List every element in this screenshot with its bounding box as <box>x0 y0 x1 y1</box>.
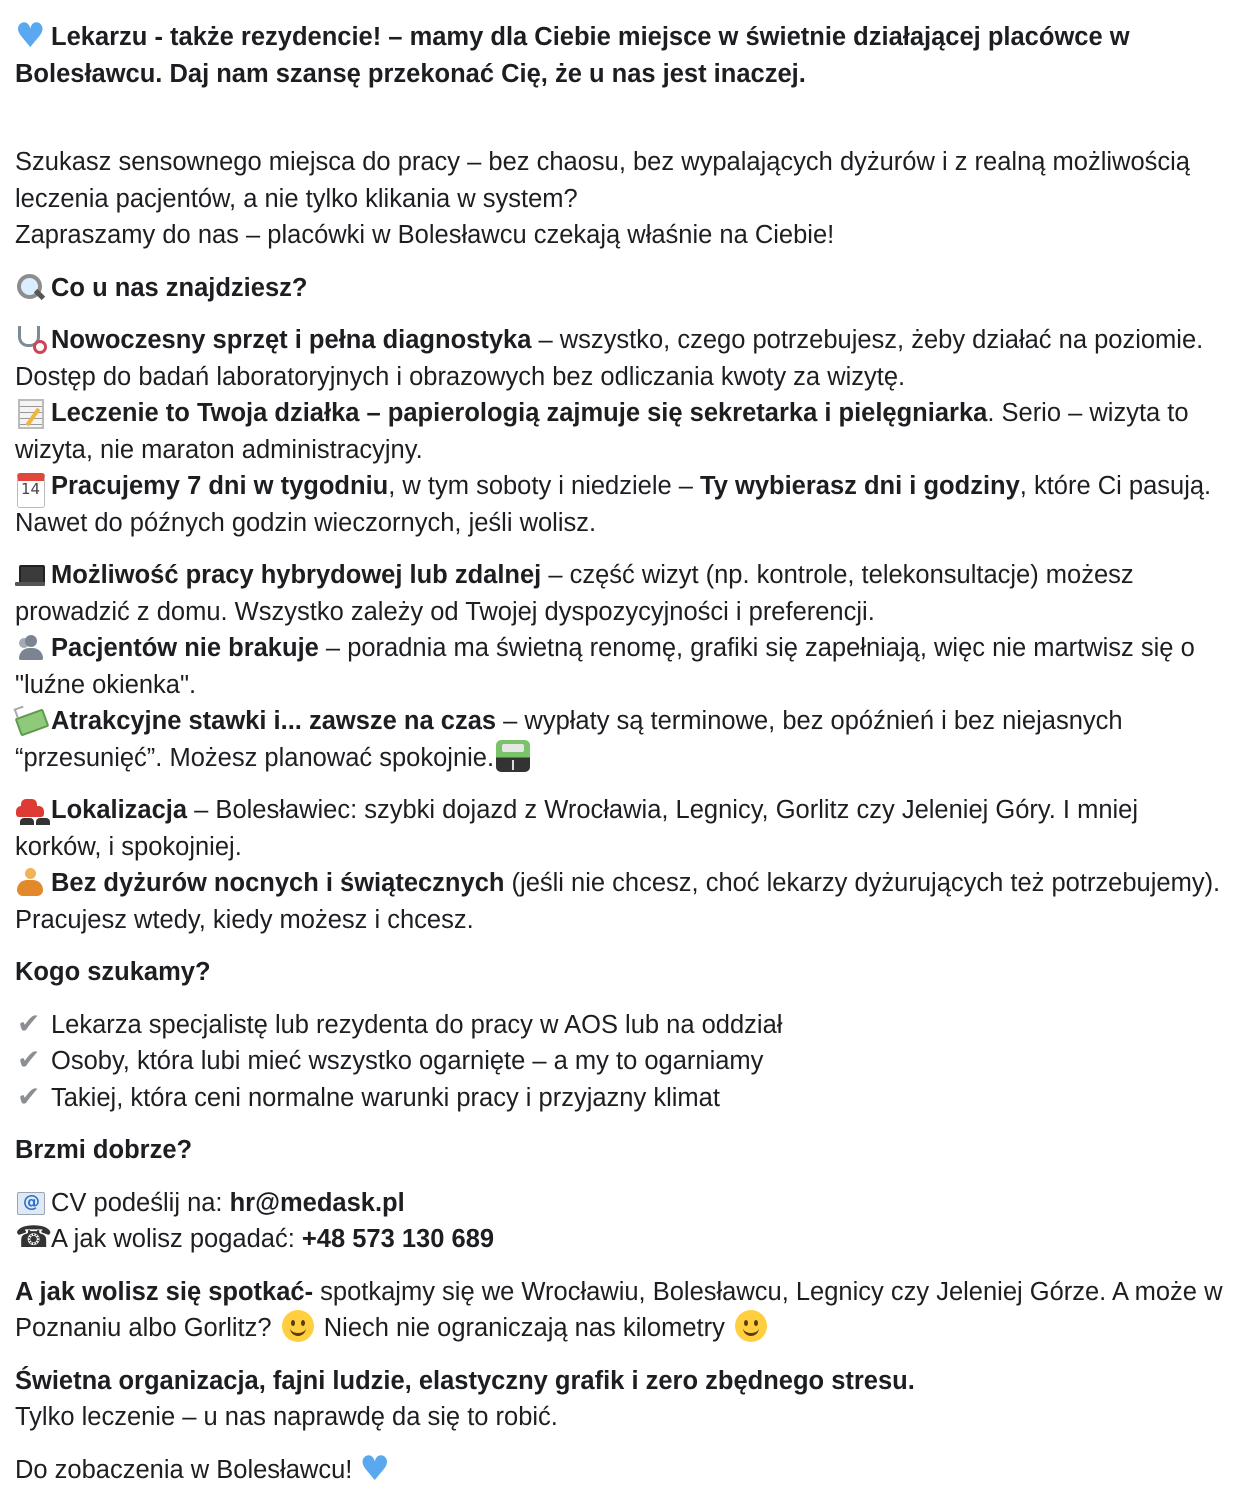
feature-patients-title: Pacjentów nie brakuje <box>51 634 319 662</box>
feature-remote-text: – część wizyt (np. kontrole, telekonsultacje) możesz prowadzić z domu. Wszystko zależy od Twojej dyspozycyjności i preferencji. <box>15 561 1134 626</box>
feature-paper-text: . Serio – wizyta to wizyta, nie maraton administracyjny. <box>15 399 1189 464</box>
smiling-face-icon <box>282 1310 314 1342</box>
feature-paper-title: Leczenie to Twoja działka – papierologią zajmuje się sekretarka i pielęgniarka <box>51 399 988 427</box>
person-meditating-icon <box>15 867 45 897</box>
money-with-wings-icon <box>15 705 45 735</box>
feature-equipment-title: Nowoczesny sprzęt i pełna diagnostyka <box>51 326 532 354</box>
feature-equipment-text: – wszystko, czego potrzebujesz, żeby działać na poziomie. Dostęp do badań laboratoryjnych i obrazowych bez odliczania kwoty za wizytę. <box>15 326 1204 391</box>
feature-shifts-text: (jeśli nie chcesz, choć lekarzy dyżurujących też potrzebujemy). Pracujesz wtedy, kiedy możesz i chcesz. <box>15 869 1221 934</box>
contact-email[interactable]: hr@medask.pl <box>229 1188 405 1217</box>
telephone-icon <box>15 1223 45 1253</box>
intro-line-1: Szukasz sensownego miejsca do pracy – bez chaosu, bez wypalających dyżurów i z realną możliwością leczenia pacjentów, a nie tylko klikania w system? <box>15 148 1190 213</box>
feature-pay-title: Atrakcyjne stawki i... zawsze na czas <box>51 707 497 735</box>
contact-block: @CV podeślij na: hr@medask.pl ☎A jak wolisz pogadać: +48 573 130 689 <box>15 1185 1225 1258</box>
intro-line-2: Zapraszamy do nas – placówki w Bolesławcu czekają właśnie na Ciebie! <box>15 221 835 249</box>
closing-paragraph: Świetna organizacja, fajni ludzie, elastyczny grafik i zero zbędnego stresu. Tylko leczenie – u nas naprawdę da się to robić. <box>15 1366 915 1431</box>
check-mark-icon <box>15 1009 45 1039</box>
features-block-2 <box>15 557 1225 776</box>
feature-remote-title: Możliwość pracy hybrydowej lub zdalnej <box>51 561 542 589</box>
who-list <box>15 1007 1225 1117</box>
closing-title: Świetna organizacja, fajni ludzie, elastyczny grafik i zero zbędnego stresu. <box>15 1366 915 1395</box>
feature-patients-text: – poradnia ma świetną renomę, grafiki się zapełniają, więc nie martwisz się o "luźne okienka". <box>15 634 1195 699</box>
email-icon <box>15 1187 45 1217</box>
check-mark-icon <box>15 1082 45 1112</box>
feature-location-title: Lokalizacja <box>51 796 188 824</box>
meet-paragraph: A jak wolisz się spotkać- spotkajmy się we Wrocławiu, Bolesławcu, Legnicy czy Jeleniej Górze. A może w Poznaniu albo Gorlitz? Niech nie ograniczają nas kilometry <box>15 1277 1223 1342</box>
blue-heart-icon <box>15 21 45 51</box>
list-item: ✔Osoby, która lubi mieć wszystko ogarnięte – a my to ogarniamy <box>15 1047 763 1075</box>
feature-location-text: – Bolesławiec: szybki dojazd z Wrocławia, Legnicy, Gorlitz czy Jeleniej Góry. I mniej korków, i spokojniej. <box>15 796 1139 861</box>
list-item: ✔Takiej, która ceni normalne warunki pracy i przyjazny klimat <box>15 1084 720 1112</box>
meet-title: A jak wolisz się spotkać- <box>15 1277 314 1306</box>
headline-text: Lekarzu - także rezydencie! – mamy dla Ciebie miejsce w świetnie działającej placówce w Bolesławcu. Daj nam szansę przekonać Cię, że u nas jest inaczej. <box>15 23 1130 88</box>
feature-shifts-title: Bez dyżurów nocnych i świątecznych <box>51 869 505 897</box>
smiling-face-icon <box>735 1310 767 1342</box>
features-block-1: Nowoczesny sprzęt i pełna diagnostyka – wszystko, czego potrzebujesz, żeby działać na poziomie. Dostęp do badań laboratoryjnych i obrazowych bez odliczania kwoty za wizytę. Leczenie to Twoja działka – papierologią zajmuje się sekretarka i pielęgniarka. Serio – wizyta to wizyta, nie maraton administracyjny. 14Pracujemy 7 dni w tygodniu, w tym soboty i niedziele – Ty wybierasz dni i godziny, które Ci pasują. Nawet do późnych godzin wieczornych, jeśli wolisz. <box>15 322 1225 541</box>
car-icon <box>15 794 45 824</box>
blue-heart-icon <box>359 1454 389 1484</box>
people-icon <box>15 632 45 662</box>
motorway-icon <box>496 740 530 772</box>
stethoscope-icon <box>15 324 45 354</box>
feature-days-choose: Ty wybierasz dni i godziny <box>700 472 1020 500</box>
feature-pay-text: – wypłaty są terminowe, bez opóźnień i bez niejasnych “przesunięć”. Możesz planować spokojnie. <box>15 707 1123 772</box>
list-item: ✔Lekarza specjalistę lub rezydenta do pracy w AOS lub na oddział <box>15 1011 782 1039</box>
check-mark-icon <box>15 1045 45 1075</box>
section-heading-who: Kogo szukamy? <box>15 958 211 986</box>
contact-phone[interactable]: +48 573 130 689 <box>301 1225 495 1253</box>
headline <box>15 19 1225 92</box>
calendar-icon <box>15 470 45 500</box>
farewell: Do zobaczenia w Bolesławcu! ♥ <box>15 1452 1225 1489</box>
post-body <box>15 19 1225 1488</box>
memo-icon <box>15 397 45 427</box>
laptop-icon <box>15 559 45 589</box>
features-block-3 <box>15 792 1225 938</box>
section-heading-find: Co u nas znajdziesz? <box>15 270 1225 307</box>
magnifying-glass-icon <box>15 272 45 302</box>
feature-days-title: Pracujemy 7 dni w tygodniu <box>51 472 389 500</box>
intro-paragraph <box>15 144 1225 254</box>
section-heading-sounds: Brzmi dobrze? <box>15 1136 193 1164</box>
